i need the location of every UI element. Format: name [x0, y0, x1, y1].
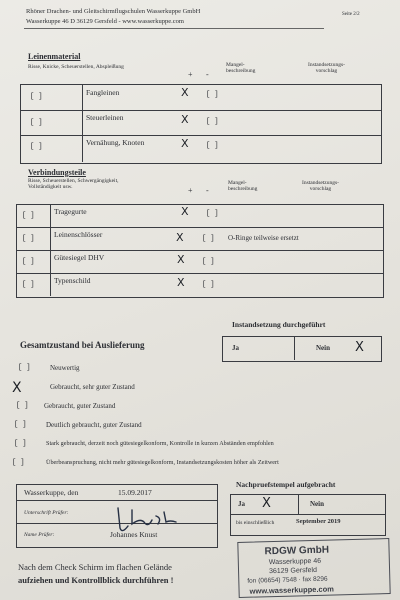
nachpruef-row-divider — [230, 514, 385, 515]
zustand-4-box[interactable]: [ ] — [14, 421, 27, 429]
leinen-row-1-label: Fangleinen — [86, 88, 120, 97]
verbindung-row-4-plus-mark[interactable]: X — [177, 276, 185, 289]
nachpruef-nein: Nein — [310, 500, 324, 508]
zustand-2-label: Gebraucht, sehr guter Zustand — [50, 383, 135, 391]
inspection-date: 15.09.2017 — [118, 488, 152, 497]
col-minus: - — [206, 70, 209, 79]
stamp-line4: www.wasserkuppe.com — [249, 584, 335, 596]
leinenmaterial-table — [20, 84, 382, 164]
zustand-6-label: Überbeanspruchung, nicht mehr gütesiegelkonform, Instandsetzungskosten höher als Zeitwert — [46, 459, 279, 466]
zustand-3-box[interactable]: [ ] — [16, 402, 29, 410]
leinen-row-1-plus-mark[interactable]: X — [181, 86, 189, 99]
verbindung-row-3-box[interactable]: [ ] — [22, 258, 35, 266]
nachpruef-ja-mark[interactable]: X — [262, 496, 271, 511]
leinenmaterial-subtitle: Risse, Knicke, Scheuerstellen, Abspleißung — [28, 64, 124, 70]
page-number: Seite 2/2 — [342, 12, 360, 17]
instandsetzung-nein-mark[interactable]: X — [355, 340, 364, 355]
verbindung-title: Verbindungsteile — [28, 168, 86, 177]
zustand-5-box[interactable]: [ ] — [14, 440, 27, 448]
verbindung-row-1-minus[interactable]: [ ] — [206, 210, 219, 218]
verbindung-row-4-label: Typenschild — [54, 276, 91, 285]
company-stamp — [237, 538, 390, 598]
nachpruef-box — [230, 494, 386, 536]
place-label: Wasserkuppe, den — [24, 488, 79, 497]
nachpruef-until-value: September 2019 — [296, 518, 341, 525]
verbindung-row-4-minus[interactable]: [ ] — [202, 281, 215, 289]
col-defect: Mangel- beschreibung — [226, 62, 256, 74]
leinen-row-2-label: Steuerleinen — [86, 113, 124, 122]
header-rule — [24, 28, 324, 29]
leinen-row-3-plus-mark[interactable]: X — [181, 137, 189, 150]
verbindung-row-2-plus-mark[interactable]: X — [176, 231, 184, 244]
verbindung-row-3-label: Gütesiegel DHV — [54, 253, 105, 262]
verbindung-row-divider-1 — [16, 227, 383, 228]
leinen-row-3-minus[interactable]: [ ] — [206, 142, 219, 150]
leinen-row-3-label: Vernähung, Knoten — [86, 138, 145, 147]
verbindung-row-divider-2 — [16, 250, 383, 251]
verbindung-row-3-minus[interactable]: [ ] — [202, 258, 215, 266]
stamp-line2: 36129 Gersfeld — [268, 566, 318, 576]
address-line: Wasserkuppe 46 D 36129 Gersfeld - www.wasserkuppe.com — [26, 18, 184, 25]
instandsetzung-title: Instandsetzung durchgeführt — [232, 320, 326, 329]
verbindung-row-1-box[interactable]: [ ] — [22, 212, 35, 220]
stamp-line3: fon (06654) 7548 · fax 8296 — [247, 575, 328, 585]
leinen-row-divider-1 — [20, 110, 381, 111]
verbindung-row-3-plus-mark[interactable]: X — [177, 253, 185, 266]
verbindung-row-2-label: Leinenschlösser — [54, 230, 103, 239]
leinen-row-2-plus-mark[interactable]: X — [181, 113, 189, 126]
verbindung-row-1-label: Tragegurte — [54, 207, 87, 216]
verbindung-row-1-plus-mark[interactable]: X — [181, 205, 189, 218]
stamp-line1: Wasserkuppe 46 — [268, 557, 322, 567]
verbindung-row-divider-3 — [16, 273, 383, 274]
zustand-5-label: Stark gebraucht, derzeit noch gütesiegelkonform, Kontrolle in kurzen Abständen empfohlen — [46, 440, 274, 447]
col-repair: Instandsetzungs- vorschlag — [308, 62, 345, 74]
signature-label: Unterschrift Prüfer: — [24, 510, 69, 516]
col-defect-2: Mangel- beschreibung — [228, 180, 258, 192]
name-label: Name Prüfer: — [24, 532, 55, 538]
inspector-name: Johannes Knust — [110, 530, 158, 539]
leinen-row-2-box[interactable]: [ ] — [30, 119, 43, 127]
nachpruef-ja: Ja — [238, 500, 245, 508]
col-plus: + — [188, 70, 193, 79]
stamp-name: RDGW GmbH — [264, 544, 330, 558]
instandsetzung-nein: Nein — [316, 344, 330, 352]
leinen-row-divider-2 — [20, 135, 381, 136]
verbindung-subtitle: Risse, Scheuerstellen, Schwergängigkeit, Vollständigkeit usw. — [28, 178, 119, 190]
zustand-4-label: Deutlich gebraucht, guter Zustand — [46, 421, 142, 429]
company-line: Rhöner Drachen- und Gleitschirmflugschulen Wasserkuppe GmbH — [26, 8, 201, 15]
col-plus-2: + — [188, 186, 193, 195]
footer-line-2: aufziehen und Kontrollblick durchführen ! — [18, 575, 174, 585]
verbindung-row-2-box[interactable]: [ ] — [22, 235, 35, 243]
leinen-row-1-minus[interactable]: [ ] — [206, 91, 219, 99]
zustand-3-label: Gebraucht, guter Zustand — [44, 402, 116, 410]
col-minus-2: - — [206, 186, 209, 195]
verbindung-row-2-minus[interactable]: [ ] — [202, 235, 215, 243]
zustand-1-label: Neuwertig — [50, 364, 80, 372]
zustand-1-box[interactable]: [ ] — [18, 364, 31, 372]
zustand-6-box[interactable]: [ ] — [12, 459, 25, 467]
verbindung-row-2-note: O-Ringe teilweise ersetzt — [228, 234, 299, 242]
nachpruef-until-label: bis einschließlich — [236, 520, 275, 526]
gesamtzustand-title: Gesamtzustand bei Auslieferung — [20, 340, 145, 350]
nachpruef-title: Nachpruefstempel aufgebracht — [236, 480, 336, 489]
col-repair-2: Instandsetzungs- vorschlag — [302, 180, 339, 192]
nachpruef-divider — [298, 494, 299, 514]
leinen-row-3-box[interactable]: [ ] — [30, 143, 43, 151]
leinen-col-divider — [82, 84, 83, 162]
instandsetzung-ja: Ja — [232, 344, 239, 352]
zustand-2-mark[interactable]: X — [12, 380, 22, 396]
leinen-row-2-minus[interactable]: [ ] — [206, 118, 219, 126]
footer-line-1: Nach dem Check Schirm im flachen Gelände — [18, 562, 172, 572]
leinen-row-1-box[interactable]: [ ] — [30, 93, 43, 101]
verbindung-row-4-box[interactable]: [ ] — [22, 281, 35, 289]
leinenmaterial-title: Leinenmaterial — [28, 52, 81, 61]
instandsetzung-divider — [294, 336, 295, 360]
